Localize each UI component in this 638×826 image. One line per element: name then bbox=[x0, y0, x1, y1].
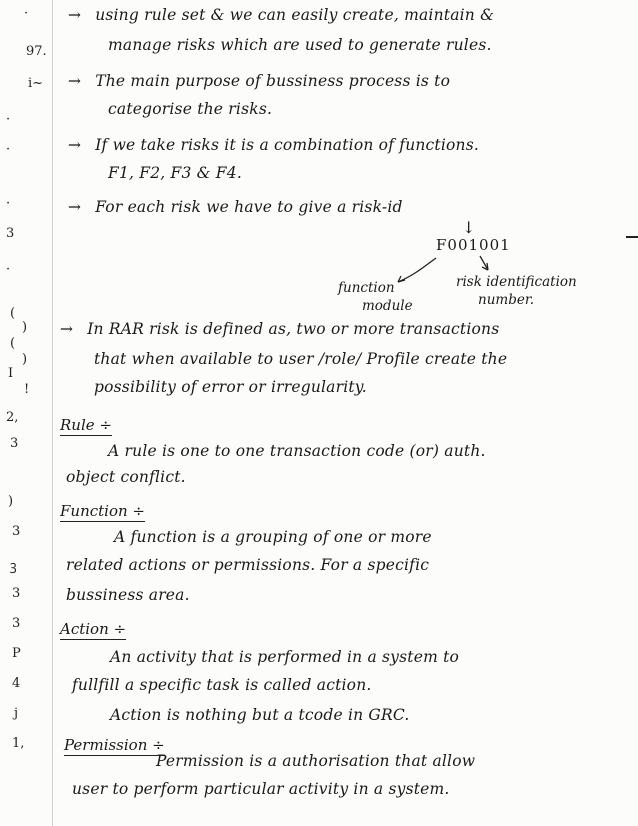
margin-mark: ) bbox=[22, 352, 28, 367]
margin-mark: 4 bbox=[12, 676, 21, 691]
margin-mark: ( bbox=[10, 306, 16, 321]
arrow-icon: → bbox=[68, 136, 82, 154]
margin-mark: 3 bbox=[12, 524, 21, 539]
margin-mark: 2, bbox=[6, 410, 19, 425]
margin-mark: ! bbox=[24, 382, 30, 397]
bullet-line bbox=[60, 320, 499, 338]
margin-mark: 3 bbox=[10, 436, 19, 451]
margin-mark: 3 bbox=[12, 616, 21, 631]
bullet-text: In RAR risk is defined as, two or more transactions bbox=[87, 320, 500, 338]
bullet-continuation: possibility of error or irregularity. bbox=[94, 378, 367, 396]
bullet-continuation: categorise the risks. bbox=[108, 100, 273, 118]
arrow-icon: → bbox=[60, 320, 74, 338]
bullet-continuation: manage risks which are used to generate rules. bbox=[108, 36, 492, 54]
arrow-icon: → bbox=[68, 198, 82, 216]
section-text: Action is nothing but a tcode in GRC. bbox=[110, 706, 410, 724]
section-text: Permission is a authorisation that allow bbox=[156, 752, 476, 770]
arrow-icon: → bbox=[68, 72, 82, 90]
section-text: A function is a grouping of one or more bbox=[114, 528, 432, 546]
section-text: object conflict. bbox=[66, 468, 186, 486]
risk-id-example: F001001 bbox=[436, 236, 511, 254]
function-module-label: function bbox=[338, 280, 395, 296]
margin-mark: ) bbox=[22, 320, 28, 335]
bullet-continuation: that when available to user /role/ Profile create the bbox=[94, 350, 508, 368]
margin-mark: 3 bbox=[12, 586, 21, 601]
section-heading-rule: Rule ÷ bbox=[60, 416, 112, 434]
margin-mark: 3 bbox=[6, 226, 15, 241]
margin-mark: I bbox=[8, 366, 14, 381]
margin-mark: 97. bbox=[26, 44, 47, 59]
bullet-text: using rule set & we can easily create, maintain & bbox=[95, 6, 495, 24]
margin-mark: · bbox=[6, 142, 11, 157]
section-text: fullfill a specific task is called action. bbox=[72, 676, 372, 694]
margin-mark: j bbox=[14, 706, 19, 721]
section-text: A rule is one to one transaction code (or) auth. bbox=[108, 442, 486, 460]
margin-mark: · bbox=[24, 6, 29, 21]
down-arrow-icon: ↓ bbox=[462, 218, 476, 237]
margin-mark: ( bbox=[10, 336, 16, 351]
section-text: An activity that is performed in a system to bbox=[110, 648, 460, 666]
margin-mark: i~ bbox=[28, 76, 44, 91]
section-text: bussiness area. bbox=[66, 586, 190, 604]
section-text: user to perform particular activity in a system. bbox=[72, 780, 450, 798]
margin-mark: 1, bbox=[12, 736, 25, 751]
bullet-continuation: F1, F2, F3 & F4. bbox=[108, 164, 242, 182]
margin-mark: ) bbox=[8, 494, 14, 509]
margin-mark: ꝫ bbox=[10, 559, 17, 574]
function-module-label-2: module bbox=[362, 298, 413, 314]
margin-mark: · bbox=[6, 112, 11, 127]
risk-identification-label: risk identification bbox=[456, 274, 577, 290]
bullet-text: If we take risks it is a combination of functions. bbox=[95, 136, 480, 154]
margin-mark: · bbox=[6, 196, 11, 211]
arrow-icon: → bbox=[68, 6, 82, 24]
bullet-text: For each risk we have to give a risk-id bbox=[95, 198, 403, 216]
section-heading-permission: Permission ÷ bbox=[64, 736, 165, 754]
section-text: related actions or permissions. For a specific bbox=[66, 556, 430, 574]
risk-identification-label-2: number. bbox=[478, 292, 535, 308]
section-heading-function: Function ÷ bbox=[60, 502, 145, 520]
section-heading-action: Action ÷ bbox=[60, 620, 127, 638]
margin-mark: P bbox=[12, 646, 21, 661]
margin-mark: · bbox=[6, 262, 11, 277]
bullet-text: The main purpose of bussiness process is to bbox=[95, 72, 451, 90]
